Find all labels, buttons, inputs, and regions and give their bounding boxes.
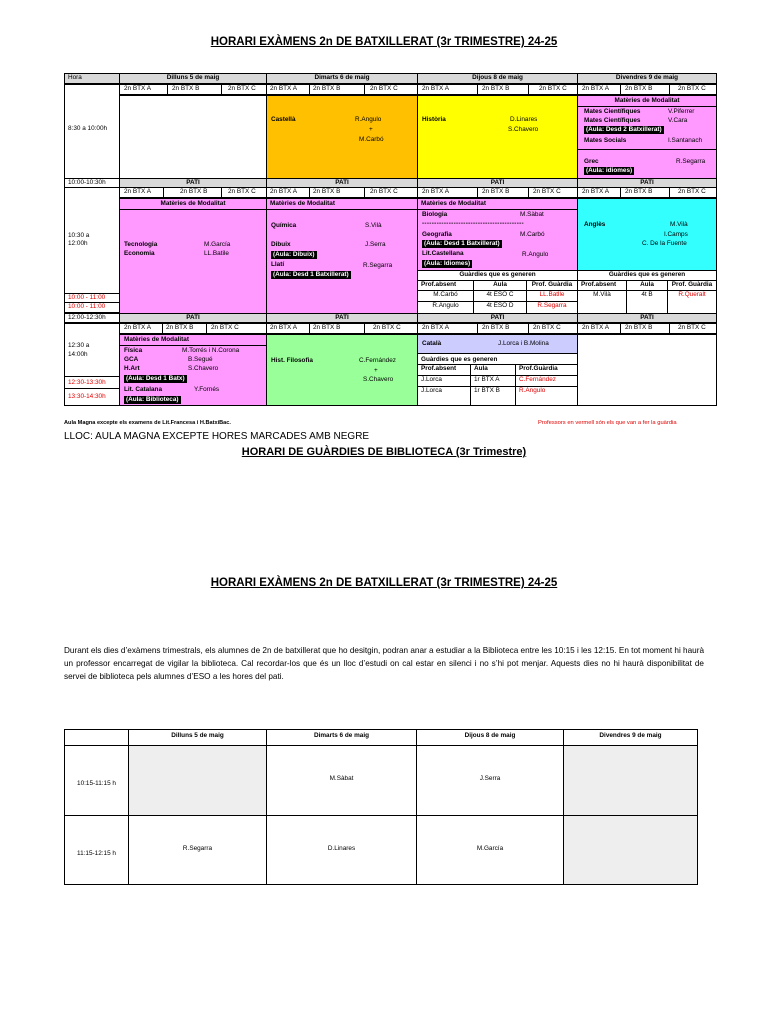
guard-cell: 4t ESO D xyxy=(473,301,527,314)
subject: Lit.Castellana xyxy=(422,250,464,257)
teacher: M.Torrés i N.Corona xyxy=(182,347,240,354)
teacher: S.Chavero xyxy=(508,126,539,133)
guard-cell: R.Segarra xyxy=(526,301,578,314)
guard-title: Guàrdies que es generen xyxy=(417,353,578,365)
guard-cell: J.Lorca xyxy=(417,386,471,406)
exam-modalitat-thursday xyxy=(417,198,578,271)
teacher: M.Carbó xyxy=(359,136,384,143)
group-label: 2n BTX A xyxy=(266,323,310,334)
corner-cell xyxy=(64,729,129,746)
block-header: Matèries de Modalitat xyxy=(267,199,417,210)
room-badge: (Aula: Desd 1 Batxillerat) xyxy=(424,240,500,247)
group-label: 2n BTX C xyxy=(206,323,267,334)
day-header-friday: Divendres 9 de maig xyxy=(577,73,717,84)
subject: Hist. Filosofia xyxy=(271,357,313,364)
group-label: 2n BTX A xyxy=(119,187,164,198)
subject: Mates Científiques xyxy=(584,117,641,124)
guard-header: Aula xyxy=(473,280,527,291)
guard-header: Aula xyxy=(470,364,516,376)
group-label: 2n BTX A xyxy=(417,323,478,334)
guard-header: Prof.absent xyxy=(577,280,627,291)
time-label: 10:30 a xyxy=(68,232,90,239)
group-label: 2n BTX B xyxy=(163,187,222,198)
subject: Tecnologia xyxy=(124,241,158,248)
guard-header: Prof. Guàrdia xyxy=(667,280,717,291)
lib-time: 10:15-11:15 h xyxy=(64,745,129,816)
group-label: 2n BTX B xyxy=(620,84,670,95)
group-label: 2n BTX A xyxy=(577,84,621,95)
subject: GCA xyxy=(124,356,139,363)
plus: + xyxy=(374,367,378,374)
guard-title: Guàrdies que es generen xyxy=(417,270,578,281)
subject: Llatí xyxy=(271,261,285,268)
lib-cell: J.Serra xyxy=(416,745,564,816)
group-label: 2n BTX C xyxy=(364,323,418,334)
pati-label: PATI xyxy=(119,313,267,323)
time-label: 14:00h xyxy=(68,351,88,358)
teacher: M.García xyxy=(204,241,231,248)
plus: + xyxy=(369,126,373,133)
room-badge: (Aula: Dibuix) xyxy=(273,251,315,258)
group-label: 2n BTX A xyxy=(577,187,621,198)
block-header: Matèries de Modalitat xyxy=(120,335,266,346)
pati-label: PATI xyxy=(577,313,717,323)
group-label: 2n BTX C xyxy=(221,84,267,95)
guard-header: Prof. Guàrdia xyxy=(526,280,578,291)
day-header-thursday: Dijous 8 de maig xyxy=(417,73,578,84)
teacher: M.Sàbat xyxy=(520,211,544,218)
lib-day-header: Divendres 9 de maig xyxy=(563,729,698,746)
room-badge: (Aula: Biblioteca) xyxy=(126,396,179,403)
guard-cell: M.Carbó xyxy=(417,290,474,302)
pati-label: PATI xyxy=(266,178,418,188)
guard-cell: 1r BTX B xyxy=(470,386,516,406)
group-label: 2n BTX C xyxy=(669,187,717,198)
time-label: 12:00h xyxy=(68,240,88,247)
group-label: 2n BTX C xyxy=(364,187,418,198)
subject: Biologia xyxy=(422,211,448,218)
group-label: 2n BTX C xyxy=(221,187,267,198)
day-header-tuesday: Dimarts 6 de maig xyxy=(266,73,418,84)
guard-header: Aula xyxy=(626,280,668,291)
exam-modalitat-friday xyxy=(577,95,717,179)
group-label: 2n BTX C xyxy=(528,84,578,95)
group-label: 2n BTX B xyxy=(162,323,207,334)
teacher: J.Serra xyxy=(365,241,386,248)
day-header-monday: Dilluns 5 de maig xyxy=(119,73,267,84)
teacher: S.Chavero xyxy=(363,376,394,383)
guard-cell: R.Queralt xyxy=(667,290,717,314)
group-label: 2n BTX A xyxy=(119,323,163,334)
subject: Història xyxy=(422,116,446,123)
pati-label: PATI xyxy=(417,313,578,323)
exam-modalitat-monday xyxy=(119,198,267,314)
time-cell xyxy=(64,84,120,179)
note-left: Aula Magna excepte els examens de Lit.Francesa i H.BatxiBac. xyxy=(64,420,231,426)
time-cell xyxy=(64,187,120,294)
group-label: 2n BTX A xyxy=(119,84,168,95)
subject: Física xyxy=(124,347,143,354)
lib-day-header: Dilluns 5 de maig xyxy=(128,729,267,746)
subject: Mates Socials xyxy=(584,137,627,144)
teacher: M.Vilà xyxy=(670,221,688,228)
exam-castella xyxy=(266,95,418,179)
empty-cell xyxy=(119,95,267,179)
group-label: 2n BTX B xyxy=(477,323,529,334)
subject: H.Art xyxy=(124,365,140,372)
teacher: R.Segarra xyxy=(363,262,393,269)
teacher: S.Chavero xyxy=(188,365,219,372)
lib-cell: M.Sàbat xyxy=(266,745,417,816)
group-label: 2n BTX A xyxy=(266,84,310,95)
guard-cell: M.Vilà xyxy=(577,290,627,314)
empty-cell xyxy=(577,334,717,406)
teacher: C.Fernández xyxy=(359,357,396,364)
subject: Economia xyxy=(124,250,155,257)
group-label: 2n BTX B xyxy=(309,323,365,334)
teacher: M.Carbó xyxy=(520,231,545,238)
teacher: J.Lorca i B.Molina xyxy=(498,340,549,347)
subject: Lit. Catalana xyxy=(124,386,162,393)
guard-cell: R.Angulo xyxy=(417,301,474,314)
group-label: 2n BTX C xyxy=(528,323,578,334)
lib-day-header: Dimarts 6 de maig xyxy=(266,729,417,746)
guard-header: Prof.Guàrdia xyxy=(515,364,578,376)
guard-cell: C.Fernández xyxy=(515,375,578,387)
lib-cell xyxy=(128,745,267,816)
teacher: B.Segué xyxy=(188,356,213,363)
guard-header: Prof.absent xyxy=(417,364,471,376)
teacher: V.Piferrer xyxy=(668,108,695,115)
note-right: Professors en vermell són els que van a fer la guàrdia xyxy=(538,420,677,426)
teacher: Y.Fornés xyxy=(194,386,220,393)
subject: Grec xyxy=(584,158,599,165)
group-label: 2n BTX B xyxy=(620,187,670,198)
subject: Anglès xyxy=(584,221,606,228)
exam-catala xyxy=(417,334,578,354)
block-header: Matèries de Modalitat xyxy=(418,199,577,210)
room-badge: (Aula: Desd 2 Batxillerat) xyxy=(586,126,662,133)
time-label: 12:00-12:30h xyxy=(64,313,120,323)
teacher: S.Vilà xyxy=(365,222,382,229)
teacher: V.Cara xyxy=(668,117,688,124)
time-label: 10:00-10:30h xyxy=(64,178,120,188)
hora-header: Hora xyxy=(64,73,120,84)
section-title: HORARI EXÀMENS 2n DE BATXILLERAT (3r TRIMESTRE) 24-25 xyxy=(210,577,558,589)
group-label: 2n BTX C xyxy=(528,187,578,198)
teacher: I.Camps xyxy=(664,231,688,238)
guard-cell: R.Angulo xyxy=(515,386,578,406)
exam-modalitat-monday-2 xyxy=(119,334,267,406)
library-title: HORARI DE GUÀRDIES DE BIBLIOTECA (3r Trimestre) xyxy=(241,446,527,458)
page-title: HORARI EXÀMENS 2n DE BATXILLERAT (3r TRIMESTRE) 24-25 xyxy=(210,36,558,48)
teacher: R.Angulo xyxy=(522,251,549,258)
time-label: 8:30 a 10:00h xyxy=(68,125,108,132)
teacher: LL.Batile xyxy=(204,250,229,257)
exam-hist-filosofia xyxy=(266,334,418,406)
library-paragraph: Durant els dies d’exàmens trimestrals, els alumnes de 2n de batxillerat que ho desitgin, podran anar a estudiar a la Biblioteca entre les 10:15 i les 12:15. En tot moment hi haurà un professor encarregat de vigilar la biblioteca. Cal recordar-los que és un lloc d’estudi on cal estar en silenci i no s’hi pot menjar. Aquests dies no hi haurà disponibilitat de servei de biblioteca pels alumnes d’ESO a les hores del pati. xyxy=(64,646,704,681)
guard-cell: J.Lorca xyxy=(417,375,471,387)
group-label: 2n BTX A xyxy=(417,187,478,198)
lib-cell: R.Segarra xyxy=(128,815,267,885)
time-label: 12:30 a xyxy=(68,342,90,349)
guard-time: 10:00 - 11:00 xyxy=(64,293,120,303)
pati-label: PATI xyxy=(577,178,717,188)
guard-time: 12:30-13:30h xyxy=(64,376,120,389)
exam-angles xyxy=(577,198,717,271)
pati-label: PATI xyxy=(266,313,418,323)
pati-label: PATI xyxy=(119,178,267,188)
exam-modalitat-tuesday xyxy=(266,198,418,314)
group-label: 2n BTX B xyxy=(620,323,670,334)
room-badge: (Aula: idiomes) xyxy=(586,167,633,174)
lib-cell: D.Linares xyxy=(266,815,417,885)
guard-title: Guàrdies que es generen xyxy=(577,270,717,281)
teacher: I.Santanach xyxy=(668,137,703,144)
guard-cell: LL.Batlle xyxy=(526,290,578,302)
guard-time: 10:00 - 11:00 xyxy=(64,302,120,313)
teacher: C. De la Fuente xyxy=(642,240,687,247)
exam-historia xyxy=(417,95,578,179)
room-badge: (Aula: Idiomes) xyxy=(424,260,471,267)
lib-day-header: Dijous 8 de maig xyxy=(416,729,564,746)
subject: Castellà xyxy=(271,116,296,123)
guard-cell: 4t ESO C xyxy=(473,290,527,302)
subject: Geografia xyxy=(422,231,452,238)
lib-cell: M.García xyxy=(416,815,564,885)
group-label: 2n BTX C xyxy=(669,84,717,95)
group-label: 2n BTX B xyxy=(167,84,222,95)
group-label: 2n BTX C xyxy=(669,323,717,334)
guard-time: 13:30-14:30h xyxy=(64,388,120,406)
teacher: R.Angulo xyxy=(355,116,382,123)
subject: Mates Científiques xyxy=(584,108,641,115)
block-header: Matèries de Modalitat xyxy=(120,199,266,210)
lib-cell xyxy=(563,815,698,885)
group-label: 2n BTX A xyxy=(577,323,621,334)
group-label: 2n BTX A xyxy=(266,187,310,198)
pati-label: PATI xyxy=(417,178,578,188)
location-note: LLOC: AULA MAGNA EXCEPTE HORES MARCADES AMB NEGRE xyxy=(64,431,370,442)
separator: ------------------------------------------ xyxy=(422,220,524,227)
group-label: 2n BTX B xyxy=(309,187,365,198)
guard-cell: 1r BTX A xyxy=(470,375,516,387)
block-header: Matèries de Modalitat xyxy=(578,96,716,107)
group-label: 2n BTX A xyxy=(417,84,478,95)
subject: Català xyxy=(422,340,442,347)
lib-cell xyxy=(563,745,698,816)
guard-header: Prof.absent xyxy=(417,280,474,291)
time-cell xyxy=(64,323,120,377)
group-label: 2n BTX B xyxy=(477,187,529,198)
group-label: 2n BTX B xyxy=(477,84,529,95)
room-badge: (Aula: Desd 1 Batx) xyxy=(126,375,185,382)
subject: Dibuix xyxy=(271,241,291,248)
teacher: R.Segarra xyxy=(676,158,706,165)
lib-time: 11:15-12:15 h xyxy=(64,815,129,885)
group-label: 2n BTX C xyxy=(364,84,418,95)
room-badge: (Aula: Desd 1 Batxillerat) xyxy=(273,271,349,278)
subject: Química xyxy=(271,222,297,229)
teacher: D.Linares xyxy=(510,116,538,123)
group-label: 2n BTX B xyxy=(309,84,365,95)
guard-cell: 4t B xyxy=(626,290,668,314)
